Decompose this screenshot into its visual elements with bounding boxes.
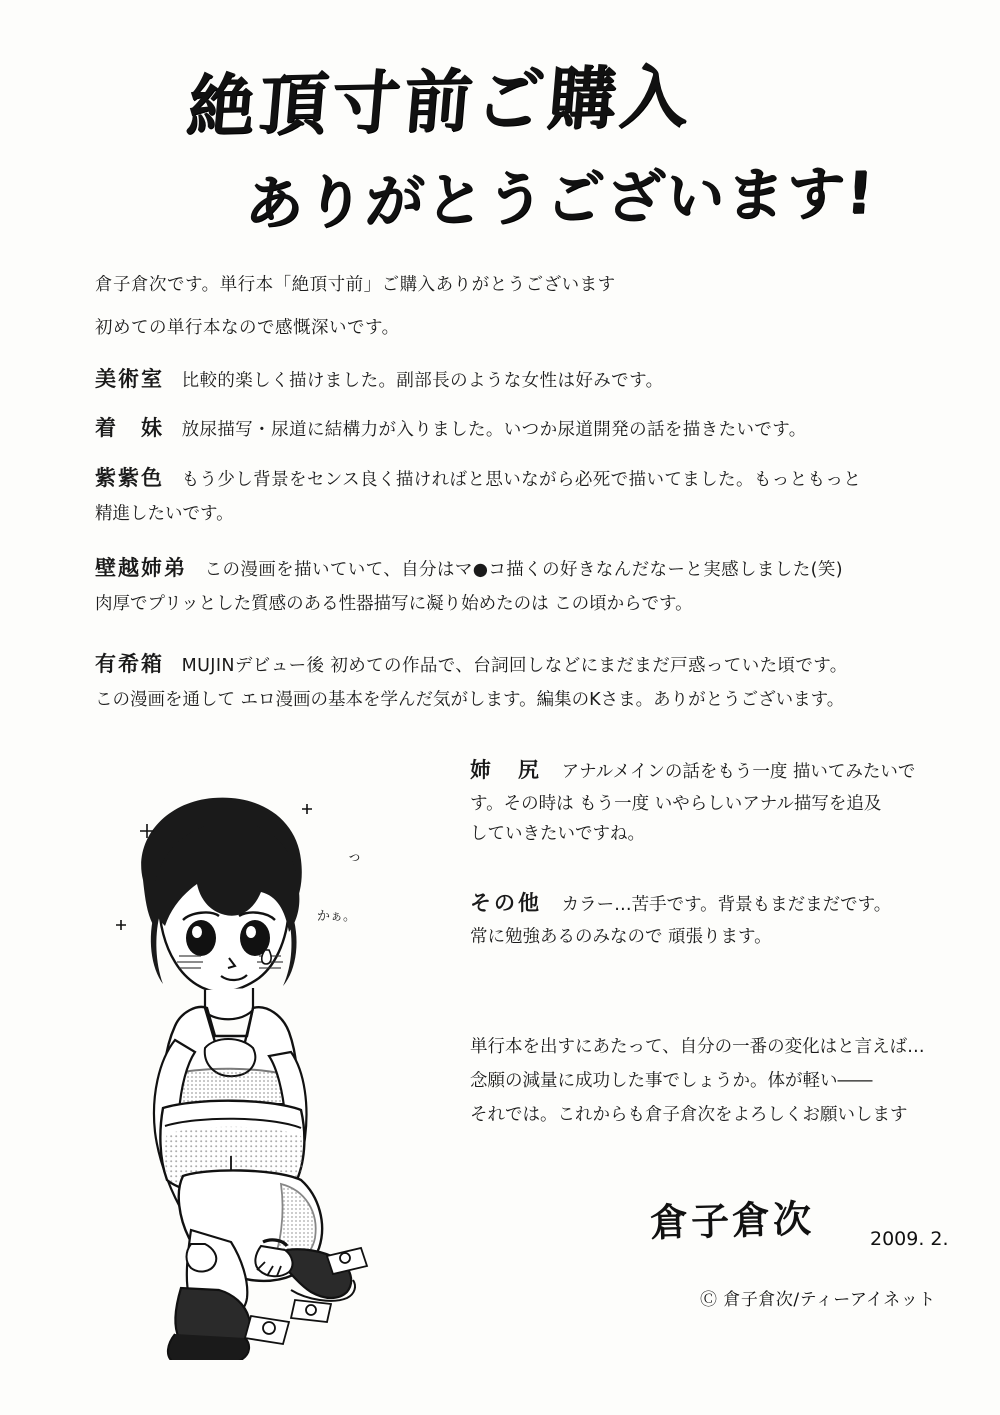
section-body: カラー…苦手です。背景もまだまだです。 bbox=[561, 895, 892, 915]
section-head: 姉 尻 bbox=[470, 758, 542, 782]
title-line-1: 絶頂寸前ご購入 bbox=[183, 57, 696, 148]
title-line-2: ありがとうございます! bbox=[242, 158, 877, 238]
section-sonota bbox=[470, 885, 940, 952]
section-kabegoshi bbox=[95, 552, 925, 618]
lead-paragraph bbox=[95, 272, 915, 342]
section-head: 美術室 bbox=[95, 367, 164, 391]
section-head: 紫紫色 bbox=[95, 466, 164, 490]
section-murasaki bbox=[95, 462, 925, 528]
section-head: 壁越姉弟 bbox=[95, 556, 187, 580]
lead-line-1: 倉子倉次です。単行本「絶頂寸前」ご購入ありがとうございます bbox=[95, 275, 616, 295]
copyright-notice: Ⓒ 倉子倉次/ティーアイネット bbox=[700, 1290, 936, 1310]
section-imouto bbox=[95, 412, 925, 446]
page-title bbox=[0, 48, 1000, 238]
section-head: 有希箱 bbox=[95, 652, 164, 676]
sfx-text-1: っ bbox=[347, 847, 363, 865]
closing-line-1: 単行本を出すにあたって、自分の一番の変化はと言えば… bbox=[470, 1037, 925, 1057]
sfx-text-2: かぁ。 bbox=[317, 909, 357, 924]
section-body: MUJINデビュー後 初めての作品で、台詞回しなどにまだまだ戸惑っていた頃です。 bbox=[181, 656, 848, 676]
section-body: アナルメインの話をもう一度 描いてみたいで bbox=[561, 762, 916, 782]
author-signature: 倉子倉次 bbox=[649, 1195, 815, 1246]
section-body-cont: 肉厚でプリッとした質感のある性器描写に凝り始めたのは この頃からです。 bbox=[95, 593, 693, 614]
section-body-cont-2: していきたいですね。 bbox=[470, 824, 645, 845]
section-body: もう少し背景をセンス良く描ければと思いながら必死で描いてました。もっともっと bbox=[181, 470, 862, 490]
closing-line-2: 念願の減量に成功した事でしょうか。体が軽い―― bbox=[470, 1071, 873, 1092]
closing-line-3: それでは。これからも倉子倉次をよろしくお願いします bbox=[470, 1105, 908, 1126]
section-bijutsushitsu bbox=[95, 363, 925, 397]
section-body-cont-1: 常に勉強あるのみなので 頑張ります。 bbox=[470, 926, 772, 947]
section-body-cont-1: す。その時は もう一度 いやらしいアナル描写を追及 bbox=[470, 793, 882, 814]
lead-line-2: 初めての単行本なので感慨深いです。 bbox=[95, 318, 400, 339]
section-yukibako bbox=[95, 648, 925, 714]
section-body: 放尿描写・尿道に結構力が入りました。いつか尿道開発の話を描きたいです。 bbox=[181, 420, 807, 440]
section-head: その他 bbox=[470, 891, 542, 915]
section-body: この漫画を描いていて、自分はマ●コ描くの好きなんだなーと実感しました(笑) bbox=[204, 560, 843, 580]
section-body: 比較的楽しく描けました。副部長のような女性は好みです。 bbox=[181, 371, 664, 391]
section-head: 着 妹 bbox=[95, 416, 164, 440]
section-body-cont: この漫画を通して エロ漫画の基本を学んだ気がします。編集のKさま。ありがとうございます。 bbox=[95, 689, 845, 710]
section-ane-shiri bbox=[470, 752, 940, 850]
closing-paragraph bbox=[470, 1030, 940, 1132]
crouching-girl-illustration bbox=[55, 760, 415, 1360]
section-body-cont: 精進したいです。 bbox=[95, 503, 234, 524]
signature-date: 2009. 2. bbox=[870, 1228, 949, 1250]
